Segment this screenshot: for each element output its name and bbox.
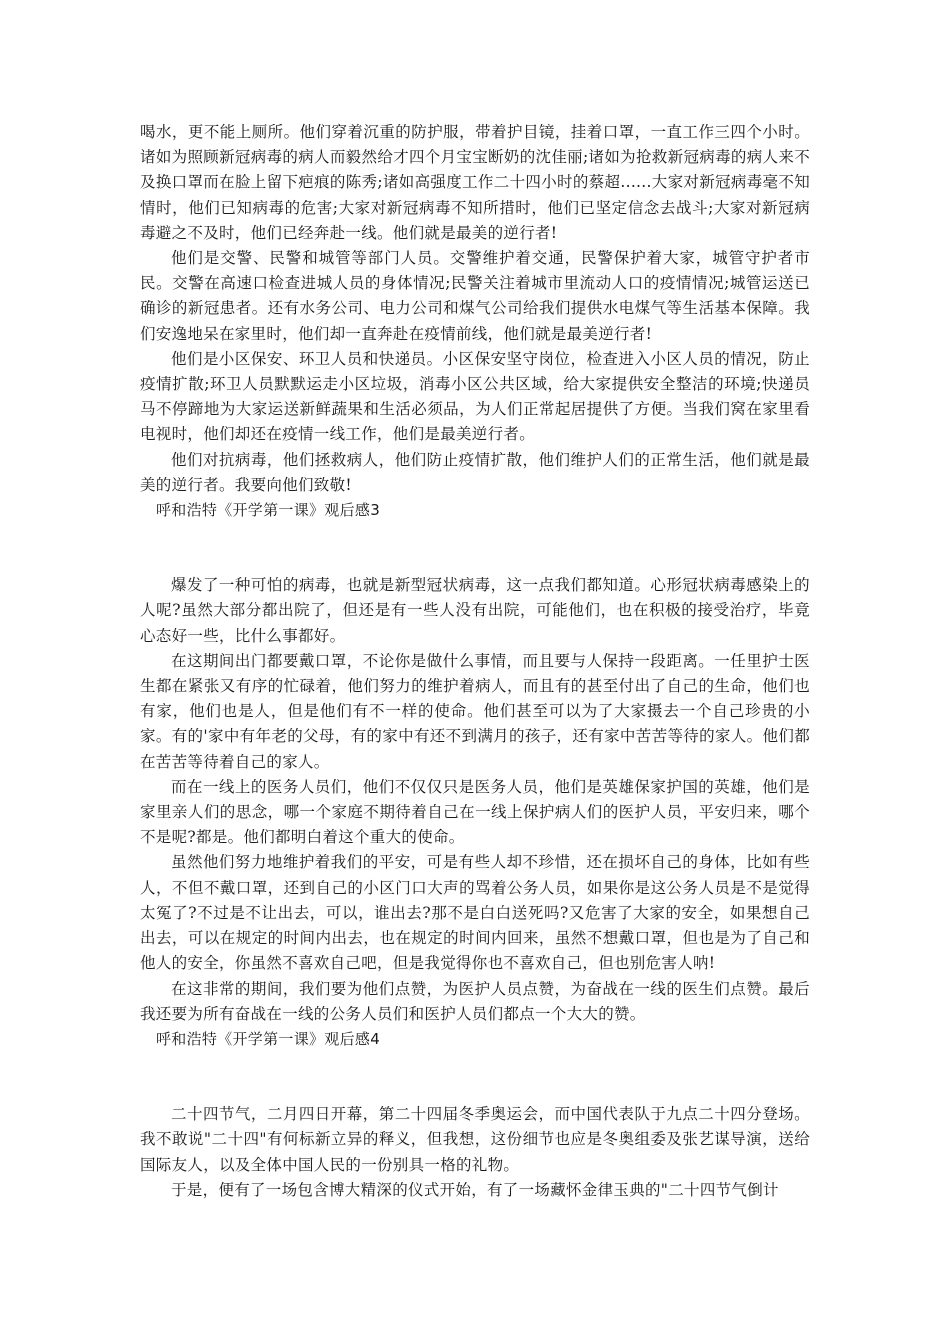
paragraph: 虽然他们努力地维护着我们的平安，可是有些人却不珍惜，还在损坏自己的身体，比如有些人，不但不戴口罩，还到自己的小区门口大声的骂着公务人员，如果你是这公务人员是不是觉得太冤了?不过是不让出去，可以，谁出去?那不是白白送死吗?又危害了大家的安全，如果想自己出去，可以在规定的时间内出去，也在规定的时间内回来，虽然不想戴口罩，但也是为了自己和他人的安全，你虽然不喜欢自己吧，但是我觉得你也不喜欢自己，但也别危害人呐! <box>140 853 810 973</box>
paragraph: 在这期间出门都要戴口罩，不论你是做什么事情，而且要与人保持一段距离。一任里护士医生都在紧张又有序的忙碌着，他们努力的维护着病人，而且有的甚至付出了自己的生命，他们也有家，他们也是人，但是他们有不一样的使命。他们甚至可以为了大家摄去一个自己珍贵的小家。有的'家中有年老的父母，有的家中有还不到满月的孩子，还有家中苦苦等待的家人。他们都在苦苦等待着自己的家人。 <box>140 651 810 771</box>
paragraph: 而在一线上的医务人员们，他们不仅仅只是医务人员，他们是英雄保家护国的英雄，他们是家里亲人们的思念，哪一个家庭不期待着自己在一线上保护病人们的医护人员，平安归来，哪个不是呢?都是。他们都明白着这个重大的使命。 <box>140 777 810 847</box>
section-heading: 呼和浩特《开学第一课》观后感3 <box>156 501 381 520</box>
paragraph: 在这非常的期间，我们要为他们点赞，为医护人员点赞，为奋战在一线的医生们点赞。最后我还要为所有奋战在一线的公务人员们和医护人员们都点一个大大的赞。 <box>140 979 810 1023</box>
document-page <box>140 120 810 1203</box>
paragraph: 喝水，更不能上厕所。他们穿着沉重的防护服，带着护目镜，挂着口罩，一直工作三四个小时。诸如为照顾新冠病毒的病人而毅然给才四个月宝宝断奶的沈佳丽;诸如为抢救新冠病毒的病人来不及换口罩而在脸上留下疤痕的陈秀;诸如高强度工作二十四小时的蔡超......大家对新冠病毒毫不知情时，他们已知病毒的危害;大家对新冠病毒不知所措时，他们已坚定信念去战斗;大家对新冠病毒避之不及时，他们已经奔赴一线。他们就是最美的逆行者! <box>140 123 810 242</box>
paragraph: 二十四节气，二月四日开幕，第二十四届冬季奥运会，而中国代表队于九点二十四分登场。我不敢说"二十四"有何标新立异的释义，但我想，这份细节也应是冬奥组委及张艺谋导演，送给国际友人，以及全体中国人民的一份别具一格的礼物。 <box>140 1105 810 1174</box>
section-spacer <box>140 1052 810 1102</box>
section-spacer <box>140 523 810 573</box>
paragraph: 他们对抗病毒，他们拯救病人，他们防止疫情扩散，他们维护人们的正常生活，他们就是最美的逆行者。我要向他们致敬! <box>140 450 810 494</box>
section-heading: 呼和浩特《开学第一课》观后感4 <box>156 1029 381 1048</box>
paragraph: 于是，便有了一场包含博大精深的仪式开始，有了一场藏怀金律玉典的"二十四节气倒计 <box>171 1180 779 1199</box>
paragraph: 爆发了一种可怕的病毒，也就是新型冠状病毒，这一点我们都知道。心形冠状病毒感染上的人呢?虽然大部分都出院了，但还是有一些人没有出院，可能他们，也在积极的接受治疗，毕竟心态好一些，比什么事都好。 <box>140 576 810 645</box>
paragraph: 他们是交警、民警和城管等部门人员。交警维护着交通，民警保护着大家，城管守护者市民。交警在高速口检查进城人员的身体情况;民警关注着城市里流动人口的疫情情况;城管运送已确诊的新冠患者。还有水务公司、电力公司和煤气公司给我们提供水电煤气等生活基本保障。我们安逸地呆在家里时，他们却一直奔赴在疫情前线，他们就是最美逆行者! <box>140 249 810 343</box>
paragraph: 他们是小区保安、环卫人员和快递员。小区保安坚守岗位，检查进入小区人员的情况，防止疫情扩散;环卫人员默默运走小区垃圾，消毒小区公共区域，给大家提供安全整洁的环境;快递员马不停蹄地为大家运送新鲜蔬果和生活必须品，为人们正常起居提供了方便。当我们窝在家里看电视时，他们却还在疫情一线工作，他们是最美逆行者。 <box>140 349 810 444</box>
